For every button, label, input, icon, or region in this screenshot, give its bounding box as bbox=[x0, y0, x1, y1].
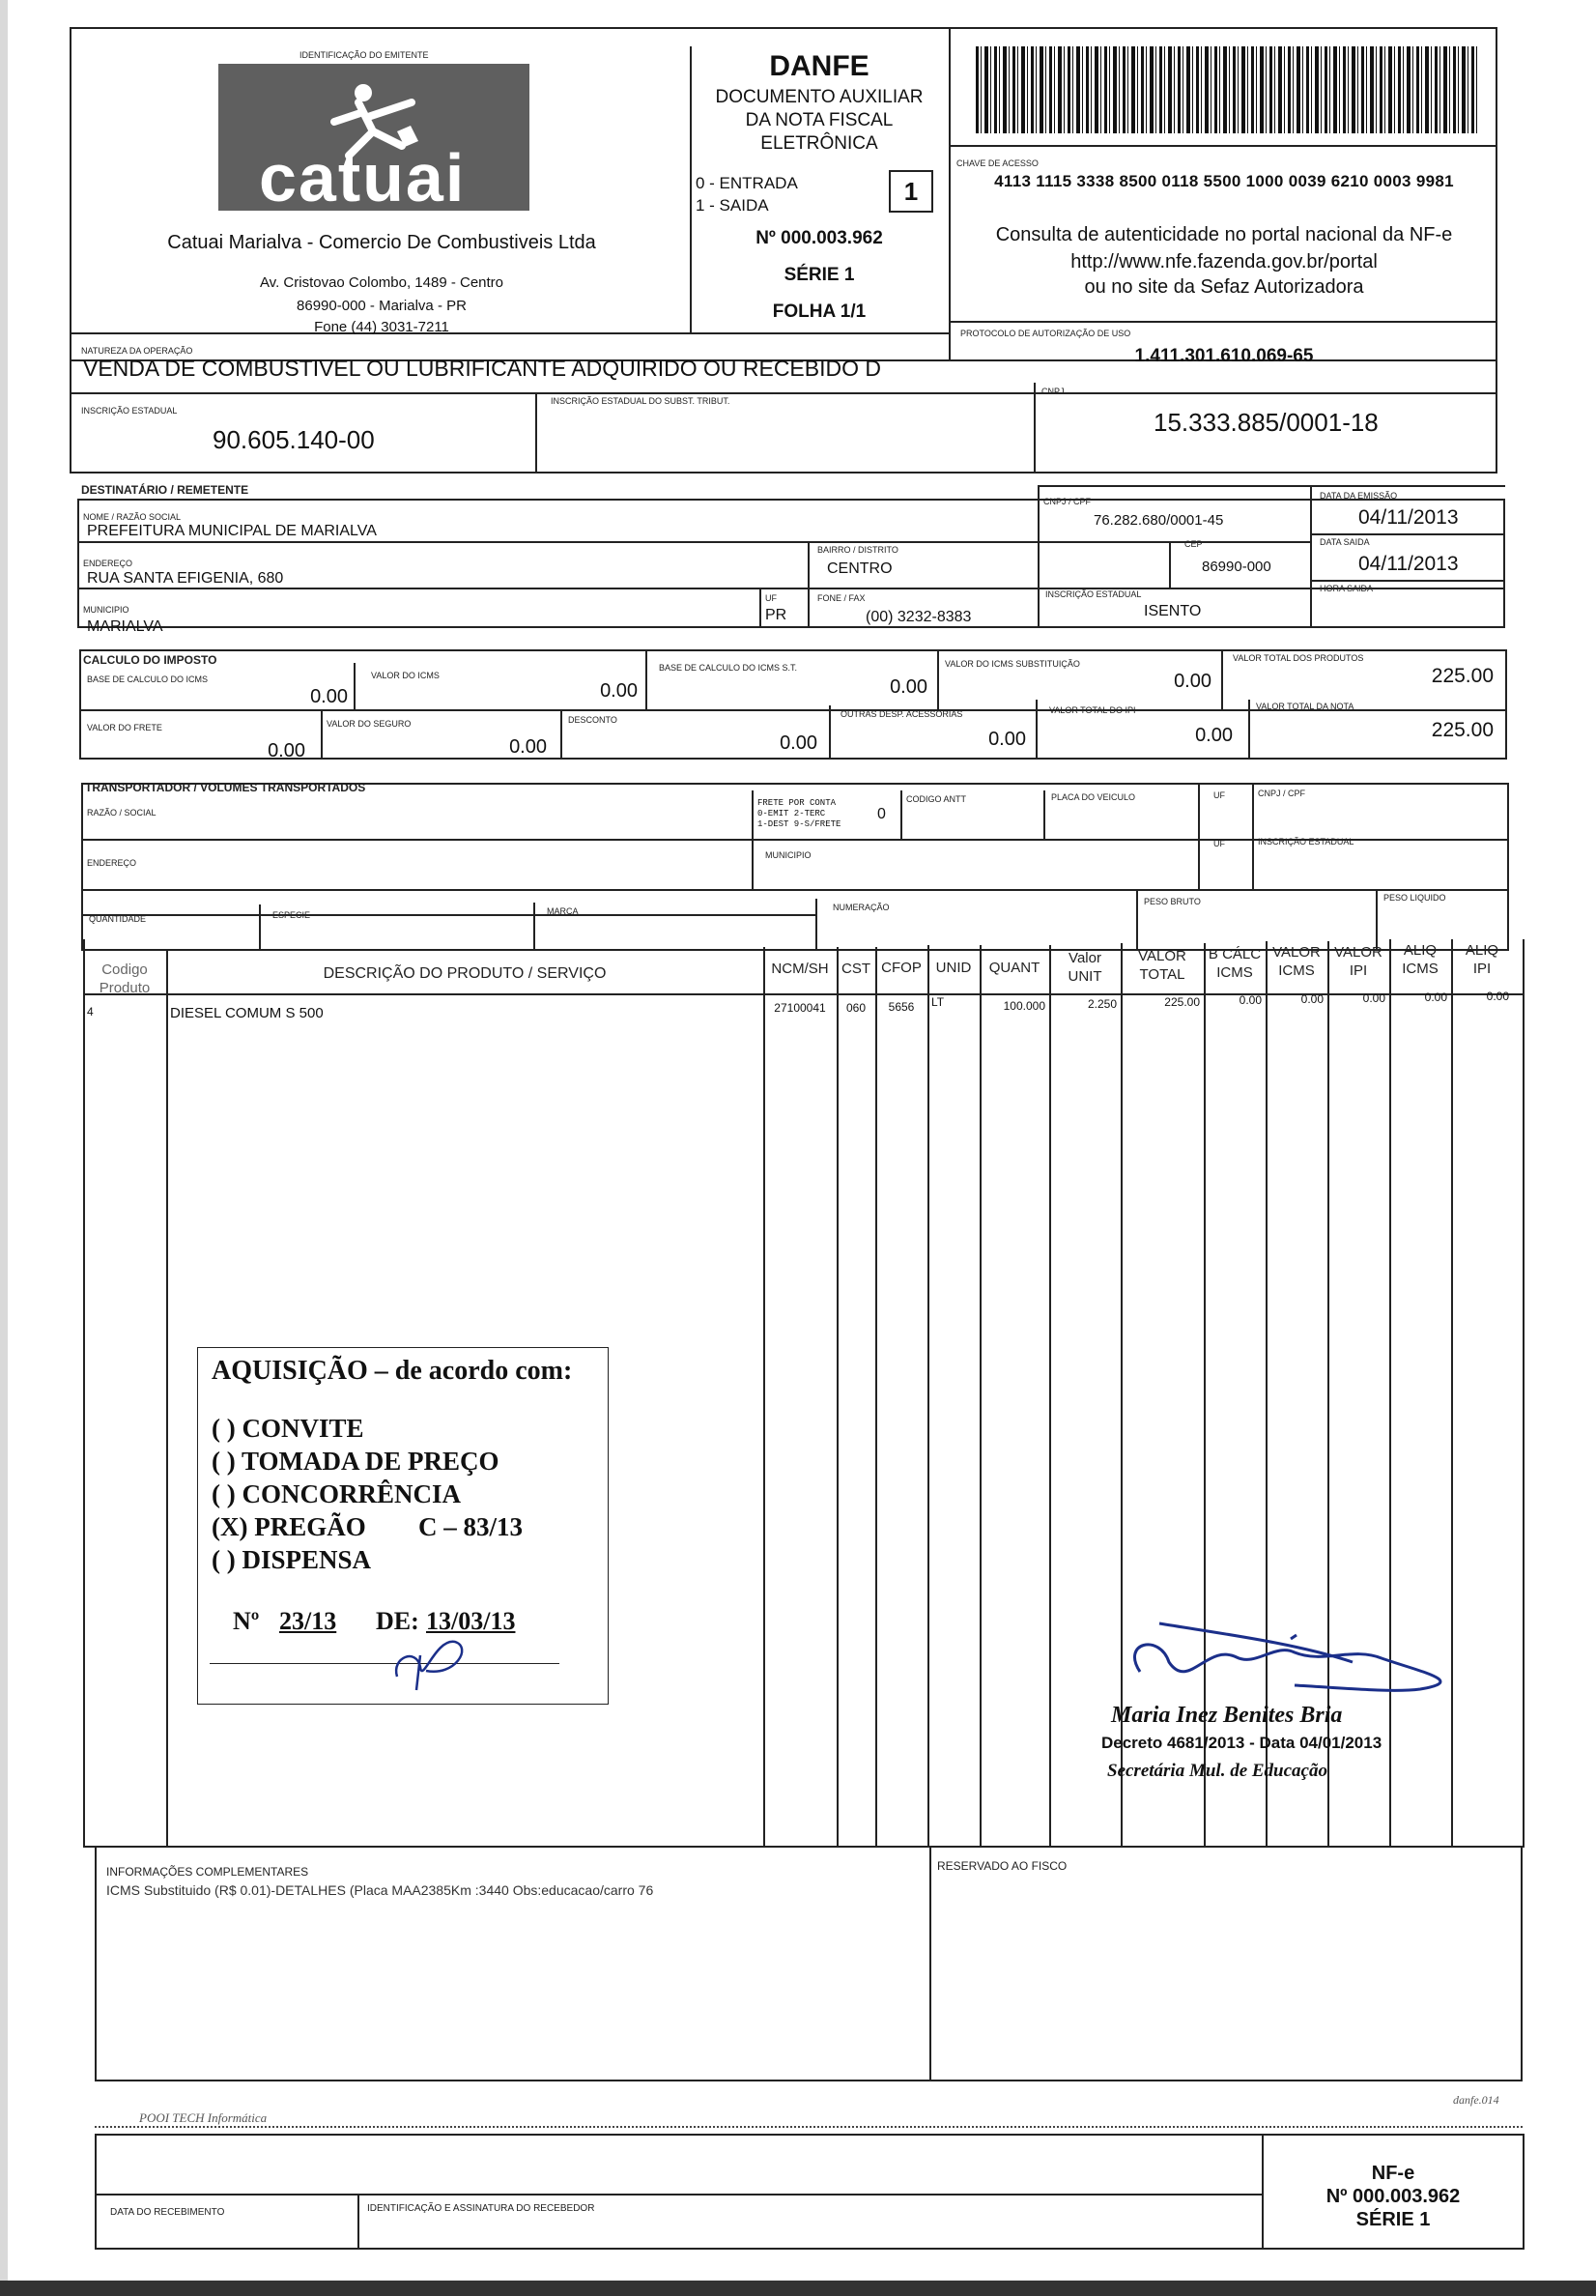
stamp-de-label: DE: bbox=[376, 1607, 419, 1635]
transp-ie-label: INSCRIÇÃO ESTADUAL bbox=[1258, 837, 1354, 847]
danfe-saida: 1 - SAIDA bbox=[696, 196, 769, 215]
row-vunit: 2.250 bbox=[1087, 997, 1117, 1011]
th-vipi: VALOR IPI bbox=[1334, 944, 1382, 979]
danfe-serie: SÉRIE 1 bbox=[784, 265, 855, 285]
nota-label: VALOR TOTAL DA NOTA bbox=[1256, 702, 1354, 711]
th-aliqipi: ALIQ IPI bbox=[1465, 942, 1499, 977]
destinatario-box bbox=[77, 499, 1505, 628]
danfe-title: DANFE bbox=[769, 50, 869, 82]
dest-cep-label: CEP bbox=[1184, 539, 1203, 549]
ipi-value: 0.00 bbox=[1195, 725, 1233, 746]
row-cst: 060 bbox=[845, 1001, 867, 1015]
natureza-label: NATUREZA DA OPERAÇÃO bbox=[81, 346, 193, 356]
stamp-initials-signature bbox=[387, 1628, 474, 1696]
transp-endereco-label: ENDEREÇO bbox=[87, 858, 137, 868]
dest-cnpj-label: CNPJ / CPF bbox=[1043, 497, 1092, 506]
consulta-line-3: ou no site da Sefaz Autorizadora bbox=[1084, 276, 1364, 298]
info-text: ICMS Substituido (R$ 0.01)-DETALHES (Placa MAA2385Km :3440 Obs:educacao/carro 76 bbox=[106, 1882, 654, 1898]
emitente-cnpj-value: 15.333.885/0001-18 bbox=[1154, 408, 1379, 437]
software-name: POOI TECH Informática bbox=[139, 2110, 268, 2125]
stamp-data: 13/03/13 bbox=[426, 1607, 516, 1635]
row-bcicms: 0.00 bbox=[1239, 993, 1262, 1007]
row-ncm: 27100041 bbox=[774, 1001, 826, 1015]
th-quant: QUANT bbox=[988, 960, 1040, 976]
scan-left-edge bbox=[0, 0, 8, 2296]
seguro-value: 0.00 bbox=[509, 736, 547, 758]
th-cfop: CFOP bbox=[881, 960, 922, 976]
stamp-title: AQUISIÇÃO – de acordo com: bbox=[212, 1356, 573, 1386]
v-icms-value: 0.00 bbox=[600, 680, 638, 702]
ie-value: 90.605.140-00 bbox=[213, 425, 375, 454]
placa-label: PLACA DO VEICULO bbox=[1051, 792, 1136, 802]
ie-label: INSCRIÇÃO ESTADUAL bbox=[81, 406, 178, 416]
dest-nome: PREFEITURA MUNICIPAL DE MARIALVA bbox=[87, 523, 377, 539]
dest-ie: ISENTO bbox=[1144, 603, 1202, 619]
th-aliqicms: ALIQ ICMS bbox=[1402, 942, 1439, 977]
th-descricao: DESCRIÇÃO DO PRODUTO / SERVIÇO bbox=[323, 965, 607, 982]
frete-label-2: 0-EMIT 2-TERC bbox=[757, 809, 826, 818]
signatory-role: Secretária Mul. de Educação bbox=[1107, 1761, 1327, 1781]
stamp-option-pregao: (X) PREGÃO bbox=[212, 1512, 366, 1541]
ie-st-label: INSCRIÇÃO ESTADUAL DO SUBST. TRIBUT. bbox=[551, 396, 730, 406]
row-vipi: 0.00 bbox=[1362, 991, 1385, 1005]
stamp-option-concorrencia: ( ) CONCORRÊNCIA bbox=[212, 1479, 461, 1508]
bc-st-value: 0.00 bbox=[890, 676, 927, 698]
dest-ie-label: INSCRIÇÃO ESTADUAL bbox=[1045, 589, 1142, 599]
row-quant: 100.000 bbox=[1003, 999, 1045, 1013]
seguro-label: VALOR DO SEGURO bbox=[327, 719, 412, 729]
signatory-decree: Decreto 4681/2013 - Data 04/01/2013 bbox=[1101, 1734, 1382, 1752]
stamp-num-label: Nº bbox=[233, 1607, 260, 1635]
stamp-pregao-ref: C – 83/13 bbox=[418, 1512, 523, 1541]
v-icms-label: VALOR DO ICMS bbox=[371, 671, 440, 680]
canhoto-numero: Nº 000.003.962 bbox=[1325, 2186, 1461, 2207]
emitente-name: Catuai Marialva - Comercio De Combustiveis Ltda bbox=[167, 232, 596, 253]
recebimento-label: DATA DO RECEBIMENTO bbox=[110, 2207, 225, 2218]
dest-nome-label: NOME / RAZÃO SOCIAL bbox=[83, 512, 182, 522]
transp-razao-label: RAZÃO / SOCIAL bbox=[87, 808, 157, 818]
dest-cnpj: 76.282.680/0001-45 bbox=[1094, 512, 1224, 529]
th-vicms: VALOR ICMS bbox=[1272, 944, 1321, 979]
v-st-value: 0.00 bbox=[1174, 671, 1211, 692]
transporte-section: TRANSPORTADOR / VOLUMES TRANSPORTADOS bbox=[85, 781, 366, 794]
aquisicao-stamp bbox=[197, 1347, 609, 1705]
th-unid: UNID bbox=[935, 960, 972, 976]
chave-value: 4113 1115 3338 8500 0118 5500 1000 0039 6210 0003 9981 bbox=[994, 172, 1454, 190]
transp-municipio-label: MUNICIPIO bbox=[765, 850, 812, 860]
row-aliqicms: 0.00 bbox=[1424, 990, 1447, 1004]
dest-endereco-label: ENDEREÇO bbox=[83, 559, 133, 568]
row-cfop: 5656 bbox=[888, 1000, 915, 1014]
marca-label: MARCA bbox=[547, 906, 579, 916]
v-prod-label: VALOR TOTAL DOS PRODUTOS bbox=[1233, 653, 1364, 663]
dest-saida-label: DATA SAIDA bbox=[1320, 537, 1370, 547]
canhoto-serie: SÉRIE 1 bbox=[1355, 2209, 1431, 2230]
emitente-cnpj-label: CNPJ bbox=[1041, 387, 1065, 396]
antt-label: CODIGO ANTT bbox=[906, 794, 967, 804]
protocolo-value: 1.411.301.610.069-65 bbox=[1134, 346, 1314, 366]
row-descricao: DIESEL COMUM S 500 bbox=[170, 1005, 324, 1021]
cut-line bbox=[95, 2126, 1523, 2128]
dest-uf-label: UF bbox=[765, 593, 777, 603]
v-prod-value: 225.00 bbox=[1431, 665, 1494, 687]
logo-text: catuai bbox=[259, 140, 467, 215]
barcode bbox=[976, 46, 1478, 133]
canhoto-nfe: NF-e bbox=[1371, 2163, 1415, 2184]
bc-icms-label: BASE DE CALCULO DO ICMS bbox=[87, 674, 209, 684]
th-cst: CST bbox=[841, 961, 870, 977]
danfe-subtitle-1: DOCUMENTO AUXILIAR bbox=[715, 87, 924, 107]
stamp-option-tomada: ( ) TOMADA DE PREÇO bbox=[212, 1447, 499, 1476]
destinatario-section: DESTINATÁRIO / REMETENTE bbox=[81, 483, 249, 497]
emitente-city: 86990-000 - Marialva - PR bbox=[297, 298, 467, 314]
dest-endereco: RUA SANTA EFIGENIA, 680 bbox=[87, 570, 284, 587]
dest-hora-label: HORA SAIDA bbox=[1320, 584, 1374, 593]
natureza-value: VENDA DE COMBUSTIVEL OU LUBRIFICANTE ADQUIRIDO OU RECEBIDO D bbox=[83, 356, 882, 381]
bc-icms-value: 0.00 bbox=[310, 686, 348, 707]
emitente-address: Av. Cristovao Colombo, 1489 - Centro bbox=[259, 274, 504, 291]
nota-value: 225.00 bbox=[1431, 719, 1494, 741]
frete-modalidade: 0 bbox=[877, 806, 886, 822]
transp-cnpj-label: CNPJ / CPF bbox=[1258, 789, 1306, 798]
tipo-value: 1 bbox=[903, 177, 919, 206]
handwritten-signature bbox=[1101, 1604, 1488, 1710]
form-code: danfe.014 bbox=[1453, 2093, 1499, 2107]
th-ncm: NCM/SH bbox=[771, 961, 829, 977]
frete-por-conta bbox=[757, 798, 841, 830]
bc-st-label: BASE DE CALCULO DO ICMS S.T. bbox=[659, 663, 798, 673]
row-vtotal: 225.00 bbox=[1164, 995, 1200, 1009]
numeracao-label: NUMERAÇÃO bbox=[833, 903, 890, 912]
consulta-line-1: Consulta de autenticidade no portal nacional da NF-e bbox=[995, 224, 1453, 245]
th-vtotal: VALOR TOTAL bbox=[1138, 948, 1186, 983]
emitente-phone: Fone (44) 3031-7211 bbox=[314, 319, 449, 335]
consulta-line-2: http://www.nfe.fazenda.gov.br/portal bbox=[1070, 251, 1378, 273]
scan-bottom-edge bbox=[0, 2281, 1596, 2296]
especie-label: ESPECIE bbox=[272, 910, 311, 920]
outras-value: 0.00 bbox=[988, 729, 1026, 750]
dest-bairro: CENTRO bbox=[827, 560, 893, 577]
dest-bairro-label: BAIRRO / DISTRITO bbox=[817, 545, 898, 555]
danfe-numero: Nº 000.003.962 bbox=[755, 228, 883, 248]
danfe-folha: FOLHA 1/1 bbox=[772, 301, 867, 322]
danfe-subtitle-2: DA NOTA FISCAL bbox=[745, 110, 894, 130]
dest-uf: PR bbox=[765, 607, 787, 623]
danfe-entrada: 0 - ENTRADA bbox=[696, 174, 798, 192]
dest-emissao-label: DATA DA EMISSÃO bbox=[1320, 491, 1398, 501]
row-unid: LT bbox=[931, 995, 945, 1009]
ipi-label: VALOR TOTAL DO IPI bbox=[1049, 705, 1136, 715]
frete-label-1: FRETE POR CONTA bbox=[757, 798, 837, 808]
stamp-option-convite: ( ) CONVITE bbox=[212, 1414, 364, 1443]
th-codigo: Codigo Produto bbox=[99, 961, 151, 996]
protocolo-label: PROTOCOLO DE AUTORIZAÇÃO DE USO bbox=[960, 329, 1131, 338]
desconto-label: DESCONTO bbox=[568, 715, 617, 725]
tipo-box bbox=[889, 170, 933, 213]
frete-label-3: 1-DEST 9-S/FRETE bbox=[757, 819, 841, 829]
dest-saida: 04/11/2013 bbox=[1358, 553, 1459, 575]
desconto-value: 0.00 bbox=[780, 732, 817, 754]
imposto-section: CALCULO DO IMPOSTO bbox=[83, 653, 217, 667]
frete-label: VALOR DO FRETE bbox=[87, 723, 162, 732]
frete-value: 0.00 bbox=[268, 740, 305, 761]
outras-label: OUTRAS DESP. ACESSORIAS bbox=[841, 709, 963, 719]
transp-uf2-label: UF bbox=[1213, 839, 1225, 848]
th-bcicms: B CÁLC ICMS bbox=[1208, 946, 1262, 981]
assinatura-label: IDENTIFICAÇÃO E ASSINATURA DO RECEBEDOR bbox=[367, 2203, 595, 2214]
info-label: INFORMAÇÕES COMPLEMENTARES bbox=[106, 1865, 309, 1879]
fisco-label: RESERVADO AO FISCO bbox=[937, 1859, 1068, 1873]
qtd-label: QUANTIDADE bbox=[89, 914, 147, 924]
chave-label: CHAVE DE ACESSO bbox=[956, 158, 1039, 168]
transp-uf-label: UF bbox=[1213, 790, 1225, 800]
dest-fone-label: FONE / FAX bbox=[817, 593, 866, 603]
row-codigo: 4 bbox=[87, 1005, 94, 1019]
dest-municipio: MARIALVA bbox=[87, 618, 163, 635]
dest-cep: 86990-000 bbox=[1202, 559, 1271, 575]
stamp-num: 23/13 bbox=[279, 1607, 337, 1635]
dest-municipio-label: MUNICIPIO bbox=[83, 605, 129, 615]
th-vunit: Valor UNIT bbox=[1068, 950, 1102, 985]
row-aliqipi: 0.00 bbox=[1486, 990, 1509, 1003]
dest-fone: (00) 3232-8383 bbox=[866, 609, 972, 625]
info-box bbox=[95, 1846, 1523, 2081]
row-vicms: 0.00 bbox=[1300, 992, 1324, 1006]
dest-emissao: 04/11/2013 bbox=[1358, 506, 1459, 529]
peso-liquido-label: PESO LIQUIDO bbox=[1383, 893, 1446, 903]
peso-bruto-label: PESO BRUTO bbox=[1144, 897, 1201, 906]
v-st-label: VALOR DO ICMS SUBSTITUIÇÃO bbox=[945, 659, 1080, 669]
signatory-name: Maria Inez Benites Bria bbox=[1111, 1703, 1343, 1728]
company-logo bbox=[218, 64, 529, 215]
stamp-option-dispensa: ( ) DISPENSA bbox=[212, 1545, 372, 1574]
emitente-section-label: IDENTIFICAÇÃO DO EMITENTE bbox=[299, 50, 429, 60]
danfe-subtitle-3: ELETRÔNICA bbox=[760, 133, 878, 154]
